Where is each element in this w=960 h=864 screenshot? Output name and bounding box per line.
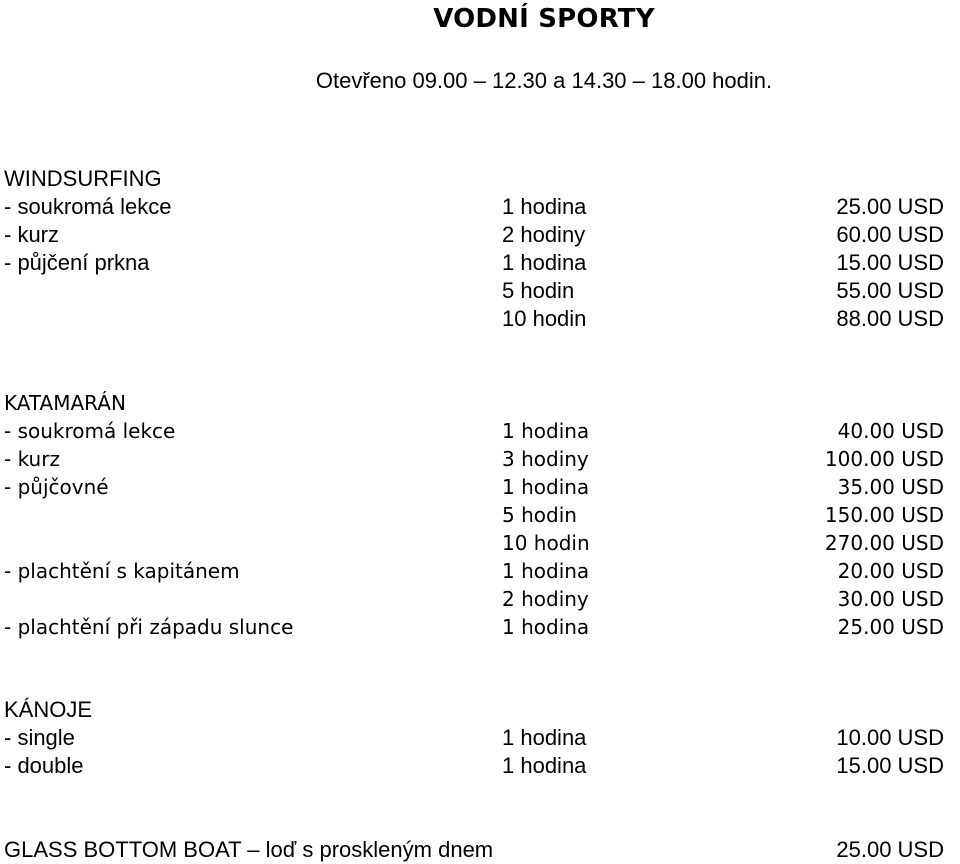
price-row: [4, 613, 944, 641]
activity-label: - soukromá lekce: [4, 194, 172, 219]
section-title: WINDSURFING: [4, 166, 162, 191]
activity-label: - plachtění s kapitánem: [4, 559, 240, 583]
opening-hours: Otevřeno 09.00 – 12.30 a 14.30 – 18.00 hodin.: [315, 68, 773, 93]
glass-bottom-boat-price: 25.00 USD: [836, 837, 944, 862]
glass-bottom-boat-row: [4, 836, 944, 864]
duration-label: 1 hodina: [502, 475, 590, 499]
price-label: 55.00 USD: [836, 278, 944, 303]
activity-label: - kurz: [4, 222, 59, 247]
section-kanoje: [4, 696, 944, 780]
price-label: 15.00 USD: [836, 753, 944, 778]
duration-label: 3 hodiny: [502, 447, 589, 471]
price-row: [4, 417, 944, 445]
price-label: 20.00 USD: [837, 559, 944, 583]
price-label: 150.00 USD: [824, 503, 944, 527]
price-row: [4, 221, 944, 249]
activity-label: - plachtění při západu slunce: [4, 615, 294, 639]
duration-label: 1 hodina: [502, 419, 590, 443]
price-row: [4, 445, 944, 473]
price-row: [4, 557, 944, 585]
price-label: 60.00 USD: [836, 222, 944, 247]
duration-label: 1 hodina: [502, 194, 587, 219]
activity-label: - single: [4, 725, 75, 750]
price-row: [4, 305, 944, 333]
price-label: 88.00 USD: [836, 306, 944, 331]
activity-label: - kurz: [4, 447, 60, 471]
duration-label: 10 hodin: [502, 531, 590, 555]
duration-label: 5 hodin: [502, 503, 577, 527]
price-row: [4, 249, 944, 277]
duration-label: 2 hodiny: [502, 587, 589, 611]
price-label: 40.00 USD: [837, 419, 944, 443]
glass-bottom-boat-label: GLASS BOTTOM BOAT – loď s proskleným dnem: [4, 837, 494, 862]
duration-label: 1 hodina: [502, 559, 590, 583]
price-row: [4, 724, 944, 752]
duration-label: 5 hodin: [502, 278, 575, 303]
price-row: [4, 501, 944, 529]
price-label: 25.00 USD: [836, 194, 944, 219]
page-title: VODNÍ SPORTY: [433, 4, 655, 34]
price-row: [4, 529, 944, 557]
activity-label: - půjčení prkna: [4, 250, 150, 275]
section-katamaran: [4, 389, 944, 641]
duration-label: 1 hodina: [502, 250, 587, 275]
section-title: KATAMARÁN: [4, 391, 126, 415]
price-label: 10.00 USD: [836, 725, 944, 750]
section-title: KÁNOJE: [4, 697, 93, 722]
price-label: 100.00 USD: [824, 447, 944, 471]
price-row: [4, 585, 944, 613]
price-label: 35.00 USD: [837, 475, 944, 499]
duration-label: 1 hodina: [502, 753, 587, 778]
activity-label: - soukromá lekce: [4, 419, 176, 443]
duration-label: 2 hodiny: [502, 222, 586, 247]
price-row: [4, 473, 944, 501]
price-row: [4, 193, 944, 221]
duration-label: 1 hodina: [502, 725, 587, 750]
price-label: 30.00 USD: [837, 587, 944, 611]
activity-label: - půjčovné: [4, 475, 109, 499]
price-label: 25.00 USD: [837, 615, 944, 639]
price-label: 270.00 USD: [824, 531, 944, 555]
duration-label: 1 hodina: [502, 615, 590, 639]
duration-label: 10 hodin: [502, 306, 587, 331]
section-windsurfing: [4, 165, 944, 333]
activity-label: - double: [4, 753, 84, 778]
price-row: [4, 752, 944, 780]
price-label: 15.00 USD: [836, 250, 944, 275]
price-row: [4, 277, 944, 305]
